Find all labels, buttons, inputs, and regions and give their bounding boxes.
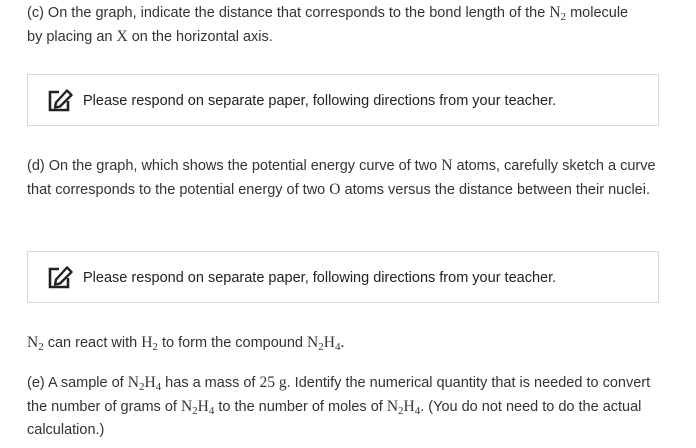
- question-part-c: (c) On the graph, indicate the distance that corresponds to the bond length of the $N_2$ molecule by placing an X on the horizontal axis.: [27, 4, 629, 45]
- math-n-atom: N: [441, 157, 453, 174]
- math-n2h4: $N_2H_4$: [127, 374, 162, 393]
- response-instruction: Please respond on separate paper, following directions from your teacher.: [83, 93, 557, 109]
- math-n2h4: $N_2H_4$: [307, 334, 341, 353]
- math-x: X: [116, 28, 128, 45]
- response-box-1: [27, 74, 659, 126]
- edit-icon: [47, 266, 73, 290]
- question-part-e: (e) A sample of $N_2H_4$ has a mass of 25 g. Identify the numerical quantity that is needed to convert the number of grams of $N_2H_4$ to the number of moles of $N_2H_4$. (You do not need to do the actual calculation.): [27, 374, 651, 438]
- question-part-d: (d) On the graph, which shows the potential energy curve of two N atoms, carefully sketch a curve that corresponds to the potential energy of two O atoms versus the distance between their nuclei.: [27, 157, 656, 198]
- math-n2: $N_2$: [549, 4, 567, 23]
- edit-icon: [47, 89, 73, 113]
- math-mass: 25 g: [259, 374, 287, 391]
- math-n2: $N_2$: [27, 334, 44, 353]
- response-instruction: Please respond on separate paper, following directions from your teacher.: [83, 270, 557, 286]
- intro-statement: $N_2$ can react with $H_2$ to form the compound $N_2H_4$.: [27, 334, 345, 353]
- math-o-atom: O: [329, 181, 341, 198]
- math-n2h4: $N_2H_4$: [180, 398, 215, 417]
- math-n2h4: $N_2H_4$: [386, 398, 421, 417]
- math-h2: $H_2$: [141, 334, 158, 353]
- response-box-2: [27, 251, 659, 303]
